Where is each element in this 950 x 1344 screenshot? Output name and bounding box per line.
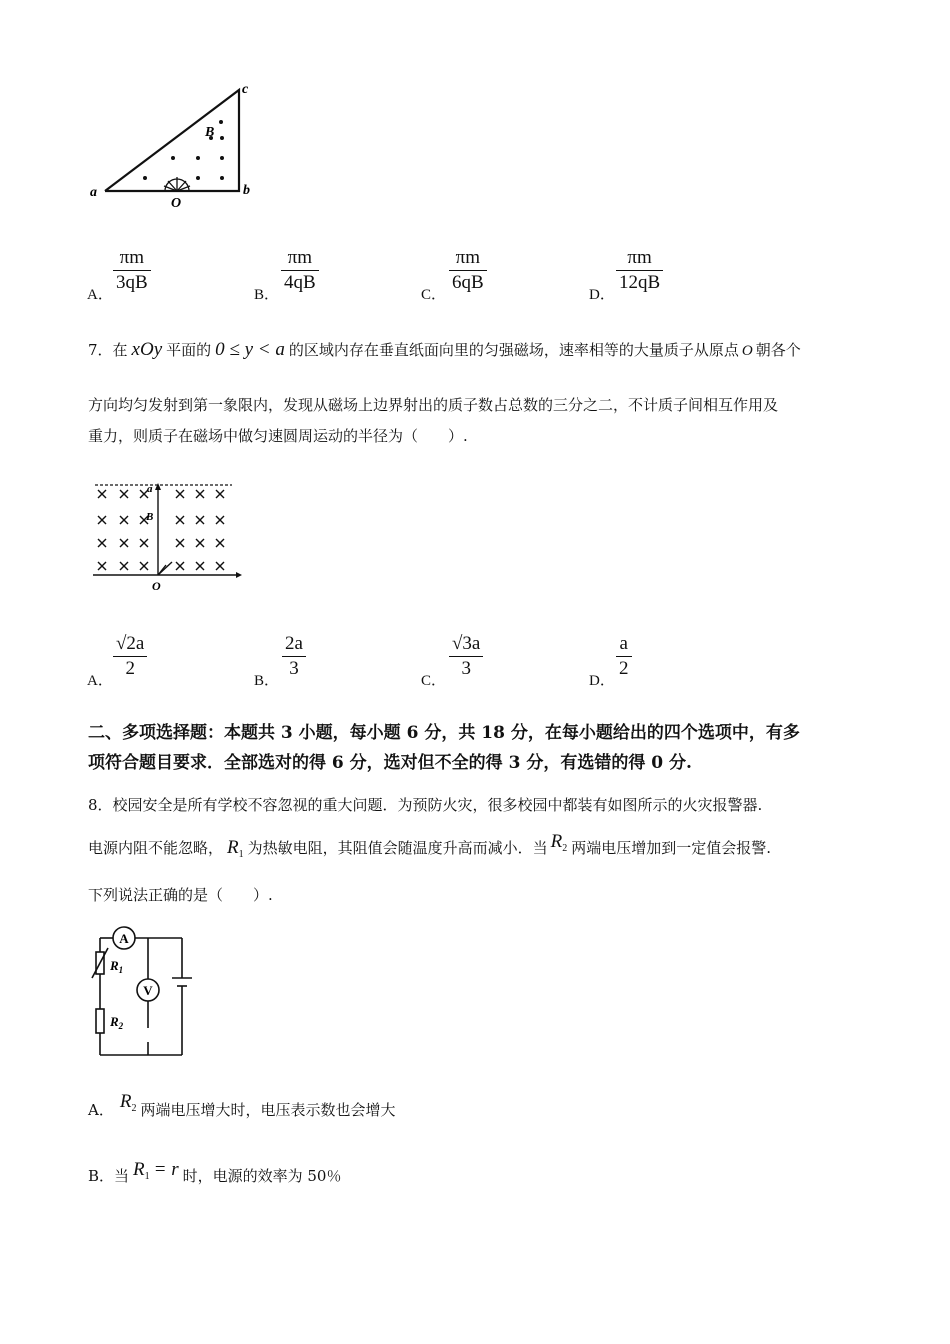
magnetic-field-region-figure xyxy=(90,480,245,595)
option-letter: C． xyxy=(421,673,447,689)
resistor-label-R1: $R_1$ xyxy=(110,958,124,975)
triangle-magnetic-field-figure xyxy=(85,80,260,215)
option-letter: A． xyxy=(87,673,113,689)
q7-line-1: 7．在 xOy 平面的 0 ≤ y < a 的区域内存在垂直纸面向里的匀强磁场，速率相等的大量质子从原点 O 朝各个 xyxy=(88,339,801,360)
option-fraction: √2a 2 xyxy=(113,633,147,680)
origin-label-O: O xyxy=(171,196,182,211)
option-fraction: √3a 3 xyxy=(449,633,483,680)
fire-alarm-circuit-figure xyxy=(88,922,193,1062)
vertex-label-c: c xyxy=(242,82,249,97)
axis-label-a: a xyxy=(147,483,153,495)
option-letter: A． xyxy=(87,287,113,303)
vertex-label-a: a xyxy=(90,185,97,200)
q7-line-3: 重力，则质子在磁场中做匀速圆周运动的半径为（ ）. xyxy=(88,427,468,445)
resistor-label-R2: $R_2$ xyxy=(110,1014,124,1031)
option-fraction: πm 12qB xyxy=(616,247,663,294)
q8-option-a[interactable]: A． $R^2$ 两端电压增大时，电压表示数也会增大 xyxy=(88,1091,396,1119)
option-letter: C． xyxy=(421,287,447,303)
q8-line-1: 8．校园安全是所有学校不容忽视的重大问题．为预防火灾，很多校园中都装有如图所示的火灾报警器. xyxy=(88,796,763,814)
section-heading-line-1: 二、多项选择题：本题共 3 小题，每小题 6 分，共 18 分，在每小题给出的四个选项中，有多 xyxy=(88,723,800,743)
origin-label-O: O xyxy=(152,579,161,593)
option-fraction: πm 3qB xyxy=(113,247,151,294)
option-letter: B． xyxy=(254,673,280,689)
option-fraction: a 2 xyxy=(616,633,632,680)
q8-option-b[interactable]: B．当 $R_1 = r$ 时，电源的效率为 50％ xyxy=(88,1159,342,1185)
option-fraction: πm 4qB xyxy=(281,247,319,294)
svg-text:A: A xyxy=(119,931,129,946)
svg-text:V: V xyxy=(143,983,153,998)
field-label-B: B xyxy=(205,125,215,140)
q8-line-2: 电源内阻不能忽略， $R_1$ 为热敏电阻，其阻值会随温度升高而减小．当 $R_2$ 两端电压增加到一定值会报警. xyxy=(88,831,772,860)
vertex-label-b: b xyxy=(243,183,250,198)
option-letter: D． xyxy=(589,287,615,303)
option-letter: B． xyxy=(254,287,280,303)
section-heading-line-2: 项符合题目要求．全部选对的得 6 分，选对但不全的得 3 分，有选错的得 0 分. xyxy=(88,753,692,773)
field-label-B: B xyxy=(146,511,154,523)
q8-line-3: 下列说法正确的是（ ）. xyxy=(88,886,273,904)
q7-line-2: 方向均匀发射到第一象限内，发现从磁场上边界射出的质子数占总数的三分之二，不计质子间相互作用及 xyxy=(88,396,779,414)
option-fraction: 2a 3 xyxy=(282,633,306,680)
option-fraction: πm 6qB xyxy=(449,247,487,294)
option-letter: D． xyxy=(589,673,615,689)
emission-source-icon xyxy=(164,177,190,191)
